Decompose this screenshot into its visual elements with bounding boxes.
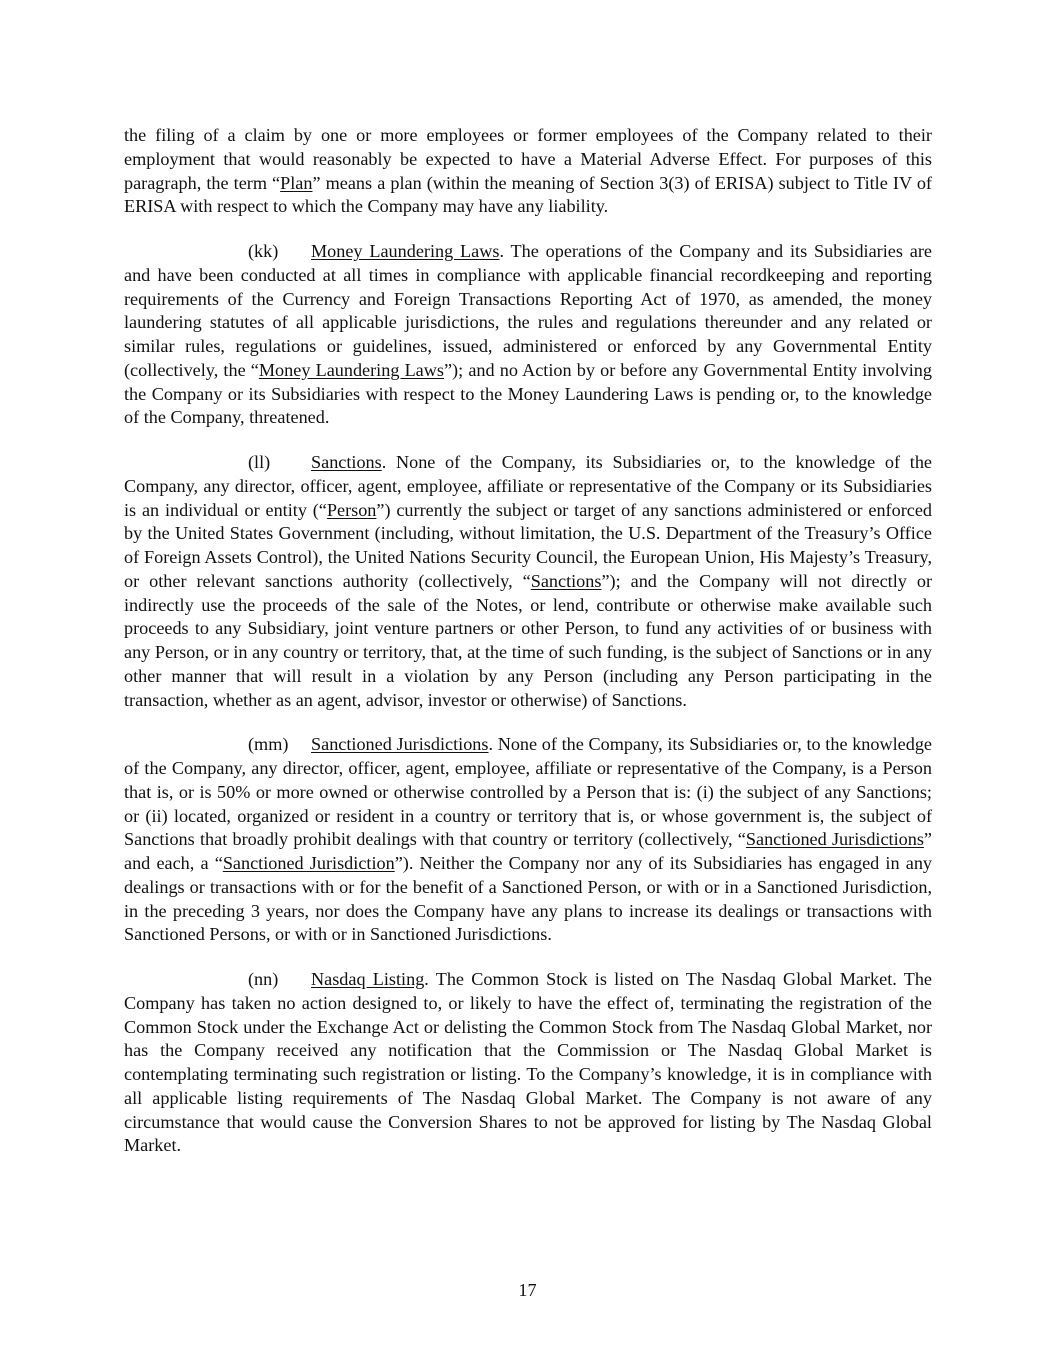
section-label-mm: (mm): [248, 734, 289, 755]
defined-term-money-laundering-laws: Money Laundering Laws: [258, 359, 444, 380]
paragraph-mm: [124, 733, 932, 947]
section-heading-nasdaq-listing: Nasdaq Listing: [311, 969, 425, 989]
section-label-kk: (kk): [248, 241, 279, 261]
page-number: 17: [518, 1280, 537, 1300]
text: . The operations of the Company and its Subsidiaries are and have been conducted at all times in compliance with applicable financial recordkeeping and reporting requirements of the Currency and Foreign Transactions Reporting Act of 1970, as amended, the money laundering statutes of all applicable jurisdictions, the rules and regulations thereunder and any related or similar rules, regulations or guidelines, issued, administered or enforced by any Governmental Entity (collectively, the “: [124, 241, 932, 380]
defined-term-sanctioned-jurisdictions: Sanctioned Jurisdictions: [745, 829, 924, 850]
section-label-nn: (nn): [248, 969, 279, 989]
section-heading-money-laundering-laws: Money Laundering Laws: [311, 241, 500, 261]
defined-term-sanctions: Sanctions: [530, 570, 602, 591]
defined-term-sanctioned-jurisdiction: Sanctioned Jurisdiction: [222, 853, 395, 873]
text: ”) currently the subject or target of any sanctions administered or enforced by the United States Government (including, without limitation, the U.S. Department of the Treasury’s Office of Foreign Assets Control), the United Nations Security Council, the European Union, His Majesty’s Treasury, or other relevant sanctions authority (collectively, “: [124, 499, 932, 591]
text: the filing of a claim by one or more employees or former employees of the Company related to their employment that would reasonably be expected to have a Material Adverse Effect. For purposes of this paragraph, the term “: [124, 125, 932, 193]
text: ” means a plan (within the meaning of Section 3(3) of ERISA) subject to Title IV of ERISA with respect to which the Company may have any liability.: [124, 172, 932, 217]
paragraph-nn: [124, 968, 932, 1158]
text: ”); and the Company will not directly or indirectly use the proceeds of the sale of the Notes, or lend, contribute or otherwise make available such proceeds to any Subsidiary, joint venture partners or other Person, to fund any activities of or business with any Person, or in any country or territory, that, at the time of such funding, is the subject of Sanctions or in any other manner that will result in a violation by any Person (including any Person participating in the transaction, whether as an agent, advisor, investor or otherwise) of Sanctions.: [124, 570, 932, 710]
paragraph-kk: [124, 240, 932, 430]
defined-term-person: Person: [326, 499, 377, 520]
text: . The Common Stock is listed on The Nasdaq Global Market. The Company has taken no action designed to, or likely to have the effect of, terminating the registration of the Common Stock under the Exchange Act or delisting the Common Stock from The Nasdaq Global Market, nor has the Company received any notification that the Commission or The Nasdaq Global Market is contemplating terminating such registration or listing. To the Company’s knowledge, it is in compliance with all applicable listing requirements of The Nasdaq Global Market. The Company is not aware of any circumstance that would cause the Conversion Shares to not be approved for listing by The Nasdaq Global Market.: [124, 969, 932, 1156]
text: ”); and no Action by or before any Governmental Entity involving the Company or its Subsidiaries with respect to the Money Laundering Laws is pending or, to the knowledge of the Company, threatened.: [124, 359, 932, 428]
section-heading-sanctions: Sanctions: [311, 452, 382, 472]
defined-term-plan: Plan: [280, 172, 313, 193]
document-body: [124, 124, 932, 1158]
section-label-ll: (ll): [248, 452, 271, 472]
paragraph-ll: [124, 451, 932, 712]
paragraph-jj-continuation: [124, 124, 932, 219]
text: ”). Neither the Company nor any of its Subsidiaries has engaged in any dealings or transactions with or for the benefit of a Sanctioned Person, or with or in a Sanctioned Jurisdiction, in the preceding 3 years, nor does the Company have any plans to increase its dealings or transactions with Sanctioned Persons, or with or in Sanctioned Jurisdictions.: [124, 853, 933, 945]
text: . None of the Company, its Subsidiaries or, to the knowledge of the Company, any director, officer, agent, employee, affiliate or representative of the Company, is a Person that is, or is 50% or more owned or otherwise controlled by a Person that is: (i) the subject of any Sanctions; or (ii) located, organized or resident in a country or territory that is, or whose government is, the subject of Sanctions that broadly prohibit dealings with that country or territory (collectively, “: [124, 734, 933, 850]
text: ” and each, a “: [124, 829, 932, 873]
text: . None of the Company, its Subsidiaries or, to the knowledge of the Company, any director, officer, agent, employee, affiliate or representative of the Company or its Subsidiaries is an individual or entity (“: [124, 452, 932, 520]
section-heading-sanctioned-jurisdictions: Sanctioned Jurisdictions: [311, 734, 489, 755]
